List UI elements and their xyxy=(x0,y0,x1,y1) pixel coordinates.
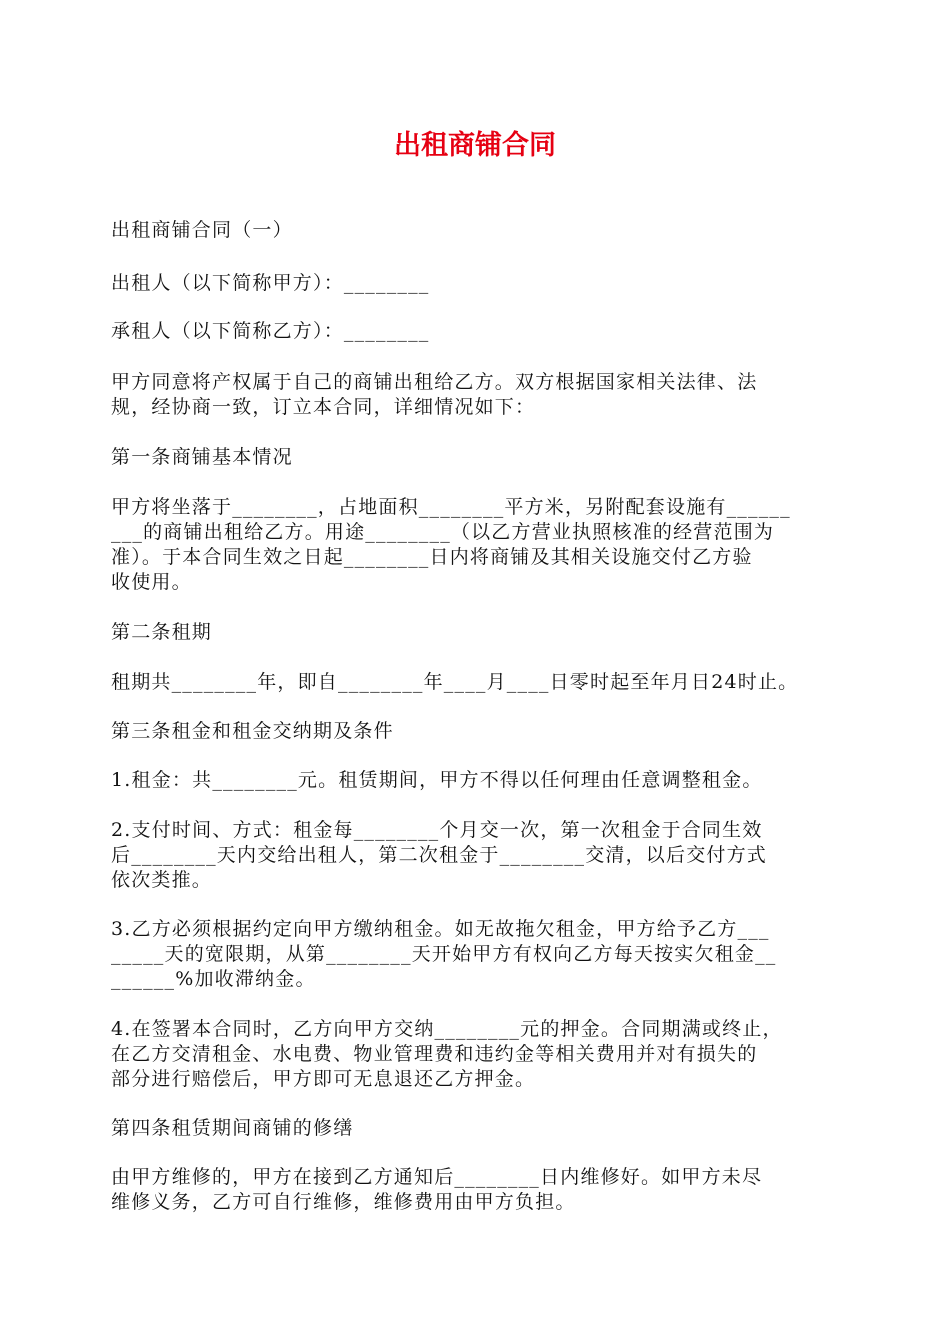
text-line: 部分进行赔偿后，甲方即可无息退还乙方押金。 xyxy=(111,1068,536,1090)
contract-subtitle: 出租商铺合同（一） xyxy=(111,219,293,241)
text-line: 收使用。 xyxy=(111,571,192,593)
article2-heading: 第二条租期 xyxy=(111,621,213,643)
text-line: ______%加收滞纳金。 xyxy=(111,968,316,990)
lessor-line: 出租人（以下简称甲方）：________ xyxy=(111,272,430,294)
article1-heading: 第一条商铺基本情况 xyxy=(111,446,293,468)
article3-item1: 1.租金：共________元。租赁期间，甲方不得以任何理由任意调整租金。 xyxy=(111,769,763,791)
document-title: 出租商铺合同 xyxy=(394,130,556,161)
intro-paragraph xyxy=(111,370,843,420)
lessee-line: 承租人（以下简称乙方）：________ xyxy=(111,320,430,342)
article4-heading: 第四条租赁期间商铺的修缮 xyxy=(111,1117,354,1139)
text-line: 后________天内交给出租人，第二次租金于________交清，以后交付方式 xyxy=(111,844,768,866)
article1-body xyxy=(111,495,843,595)
text-line: 甲方同意将产权属于自己的商铺出租给乙方。双方根据国家相关法律、法 xyxy=(111,371,758,393)
text-line: 3.乙方必须根据约定向甲方缴纳租金。如无故拖欠租金，甲方给予乙方___ xyxy=(111,918,770,940)
text-line: 在乙方交清租金、水电费、物业管理费和违约金等相关费用并对有损失的 xyxy=(111,1043,758,1065)
text-line: 准）。于本合同生效之日起________日内将商铺及其相关设施交付乙方验 xyxy=(111,546,753,568)
text-line: 依次类推。 xyxy=(111,869,213,891)
article3-item4 xyxy=(111,1017,843,1092)
article2-body: 租期共________年，即自________年____月____日零时起至年月日24时止。 xyxy=(111,671,799,693)
text-line: _____天的宽限期，从第________天开始甲方有权向乙方每天按实欠租金__ xyxy=(111,943,777,965)
article3-item2 xyxy=(111,818,843,893)
text-line: 甲方将坐落于________，占地面积________平方米，另附配套设施有______ xyxy=(111,496,791,518)
text-line: 4.在签署本合同时，乙方向甲方交纳________元的押金。合同期满或终止， xyxy=(111,1018,783,1040)
article3-heading: 第三条租金和租金交纳期及条件 xyxy=(111,720,394,742)
article3-item3 xyxy=(111,917,843,992)
article4-body xyxy=(111,1165,843,1215)
text-line: 规，经协商一致，订立本合同，详细情况如下： xyxy=(111,396,536,418)
text-line: 维修义务，乙方可自行维修，维修费用由甲方负担。 xyxy=(111,1191,576,1213)
text-line: 由甲方维修的，甲方在接到乙方通知后________日内维修好。如甲方未尽 xyxy=(111,1166,763,1188)
text-line: ___的商铺出租给乙方。用途________（以乙方营业执照核准的经营范围为 xyxy=(111,521,775,543)
text-line: 2.支付时间、方式：租金每________个月交一次，第一次租金于合同生效 xyxy=(111,819,763,841)
